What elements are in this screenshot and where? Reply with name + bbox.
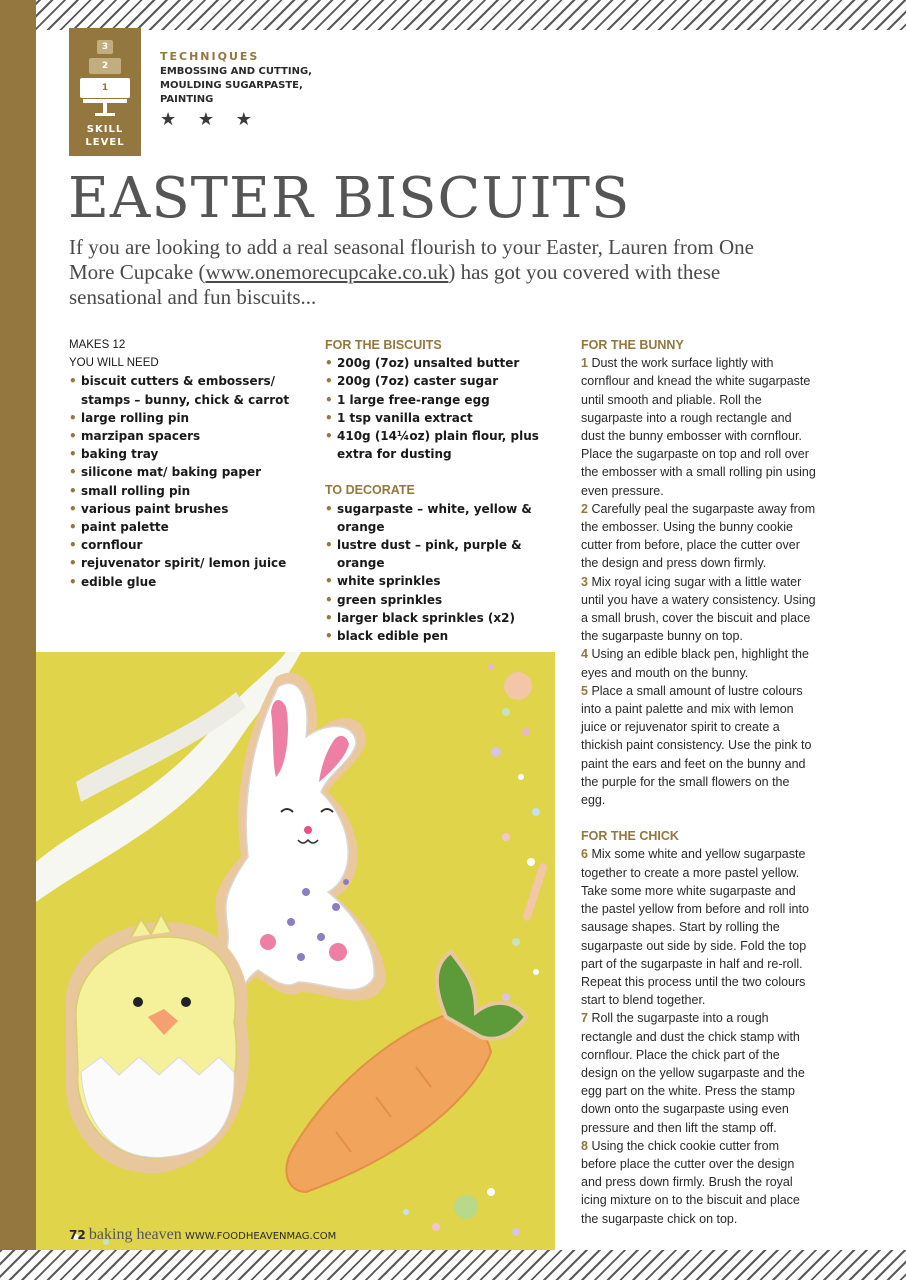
for-the-bunny-heading: FOR THE BUNNY	[581, 338, 684, 352]
makes-count: MAKES 12	[69, 339, 126, 351]
equipment-list	[69, 372, 304, 590]
decorate-ingredients-list	[325, 500, 565, 646]
list-item: • large rolling pin	[69, 409, 304, 427]
skill-level-badge	[69, 28, 141, 156]
technique-line: MOULDING SUGARPASTE,	[160, 80, 303, 91]
biscuit-ingredients-list	[325, 354, 565, 463]
list-item: • 200g (7oz) caster sugar	[325, 372, 565, 390]
list-item: • small rolling pin	[69, 482, 304, 500]
skill-level-label: SKILL LEVEL	[85, 124, 125, 148]
sprinkle	[502, 833, 510, 841]
biscuits-photo	[36, 652, 555, 1250]
method-column	[581, 336, 816, 1228]
cake-stand-foot	[95, 113, 115, 116]
sprinkle	[488, 664, 494, 670]
techniques-list	[160, 65, 400, 107]
intro-text: If you are looking to add a real seasonal flourish to your Easter, Lauren from One More Cupcake (www.onemorecupcake.co.uk) has got you covered with these sensational and fun biscuits...	[69, 235, 754, 309]
sprinkle	[532, 808, 540, 816]
ingredients-column	[325, 336, 565, 645]
list-item: • sugarpaste – white, yellow & orange	[325, 500, 565, 536]
tier-3: 3	[97, 40, 113, 54]
bunny-foot-left	[260, 934, 276, 950]
equipment-column	[69, 336, 304, 591]
page-number: 72	[69, 1228, 86, 1242]
website-link[interactable]: www.onemorecupcake.co.uk	[205, 260, 449, 284]
method-step: 2 Carefully peal the sugarpaste away from the embosser. Using the bunny cookie cutter from before, place the cutter over the design and press down firmly.	[581, 501, 816, 571]
you-will-need-heading: YOU WILL NEED	[69, 357, 159, 370]
method-step: 3 Mix royal icing sugar with a little water until you have a watery consistency. Using a small brush, cover the biscuit and place the sugarpaste bunny on top.	[581, 574, 816, 644]
chick-eye-right	[181, 997, 191, 1007]
sprinkle	[512, 1228, 520, 1236]
list-item: • white sprinkles	[325, 572, 565, 590]
sprinkle	[403, 1209, 409, 1215]
sprinkle	[491, 747, 501, 757]
list-item: • 410g (14¼oz) plain flour, plus extra for dusting	[325, 427, 565, 463]
cake-stand-leg	[103, 103, 107, 113]
sprinkle	[487, 1188, 495, 1196]
list-item: • lustre dust – pink, purple & orange	[325, 536, 565, 572]
side-accent-bar	[0, 0, 36, 1280]
for-the-chick-heading: FOR THE CHICK	[581, 829, 679, 844]
sprinkle	[527, 858, 535, 866]
method-step: 1 Dust the work surface lightly with cornflour and knead the white sugarpaste until smooth and pliable. Roll the sugarpaste into a rough rectangle and dust the bunny embosser with cornflour. Place the sugarpaste on top and roll over the embosser with a small rolling pin using even pressure.	[581, 356, 816, 498]
chick-eye-left	[133, 997, 143, 1007]
method-step: 6 Mix some white and yellow sugarpaste together to create a more pastel yellow. Take some more white sugarpaste and the pastel yellow from before and roll into sausage shapes. Start by rolling the sugarpaste out side by side. Fold the top part of the sugarpaste in half and re-roll. Repeat this process until the two colours start to blend together.	[581, 847, 809, 1008]
for-the-biscuits-heading: FOR THE BISCUITS	[325, 338, 442, 352]
difficulty-stars: ★ ★ ★	[160, 109, 260, 130]
techniques-heading: TECHNIQUES	[160, 50, 260, 63]
method-step: 4 Using an edible black pen, highlight the eyes and mouth on the bunny.	[581, 647, 809, 680]
sprinkle-ball	[504, 672, 532, 700]
to-decorate-heading: TO DECORATE	[325, 483, 415, 498]
sprinkle	[432, 1223, 440, 1231]
bottom-stripe-border	[0, 1250, 906, 1280]
technique-line: PAINTING	[160, 94, 214, 105]
sprinkle	[522, 728, 530, 736]
list-item: • cornflour	[69, 536, 304, 554]
brand-name: baking heaven	[88, 1226, 182, 1243]
method-step: 5 Place a small amount of lustre colours into a paint palette and mix with lemon juice or rejuvenator spirit to create a thickish paint consistency. Use the pink to paint the ears and feet on the bunny and the purple for the small flowers on the egg.	[581, 683, 812, 808]
list-item: • various paint brushes	[69, 500, 304, 518]
list-item: • biscuit cutters & embossers/ stamps – bunny, chick & carrot	[69, 372, 304, 408]
sprinkle-ball	[454, 1195, 478, 1219]
method-step: 7 Roll the sugarpaste into a rough rectangle and dust the chick stamp with cornflour. Place the chick part of the design on the yellow sugarpaste and the egg part on the white. Press the stamp down onto the sugarpaste using even pressure and then lift the stamp off.	[581, 1011, 805, 1135]
sprinkle	[502, 993, 510, 1001]
list-item: • silicone mat/ baking paper	[69, 463, 304, 481]
sprinkle	[512, 938, 520, 946]
list-item: • 200g (7oz) unsalted butter	[325, 354, 565, 372]
list-item: • baking tray	[69, 445, 304, 463]
page-footer	[69, 1226, 336, 1244]
page-title: EASTER BISCUITS	[68, 166, 631, 231]
bunny-nose	[304, 826, 312, 834]
sprinkle	[518, 774, 524, 780]
top-stripe-border	[0, 0, 906, 30]
list-item: • black edible pen	[325, 627, 565, 645]
footer-url: WWW.FOODHEAVENMAG.COM	[184, 1231, 337, 1242]
tier-2: 2	[89, 58, 121, 74]
biscuits-illustration	[36, 652, 555, 1250]
techniques-block	[160, 50, 400, 130]
technique-line: EMBOSSING AND CUTTING,	[160, 66, 312, 77]
list-item: • rejuvenator spirit/ lemon juice	[69, 554, 304, 572]
list-item: • marzipan spacers	[69, 427, 304, 445]
method-step: 8 Using the chick cookie cutter from before place the cutter over the design and press down firmly. Brush the royal icing mixture on to the biscuit and place the sugarpaste chick on top.	[581, 1138, 800, 1226]
sprinkle	[533, 969, 539, 975]
sprinkle	[502, 708, 510, 716]
list-item: • 1 tsp vanilla extract	[325, 409, 565, 427]
list-item: • 1 large free-range egg	[325, 391, 565, 409]
list-item: • paint palette	[69, 518, 304, 536]
bunny-foot-right	[329, 943, 347, 961]
list-item: • edible glue	[69, 573, 304, 591]
list-item: • larger black sprinkles (x2)	[325, 609, 565, 627]
tier-1: 1	[80, 78, 130, 98]
list-item: • green sprinkles	[325, 591, 565, 609]
